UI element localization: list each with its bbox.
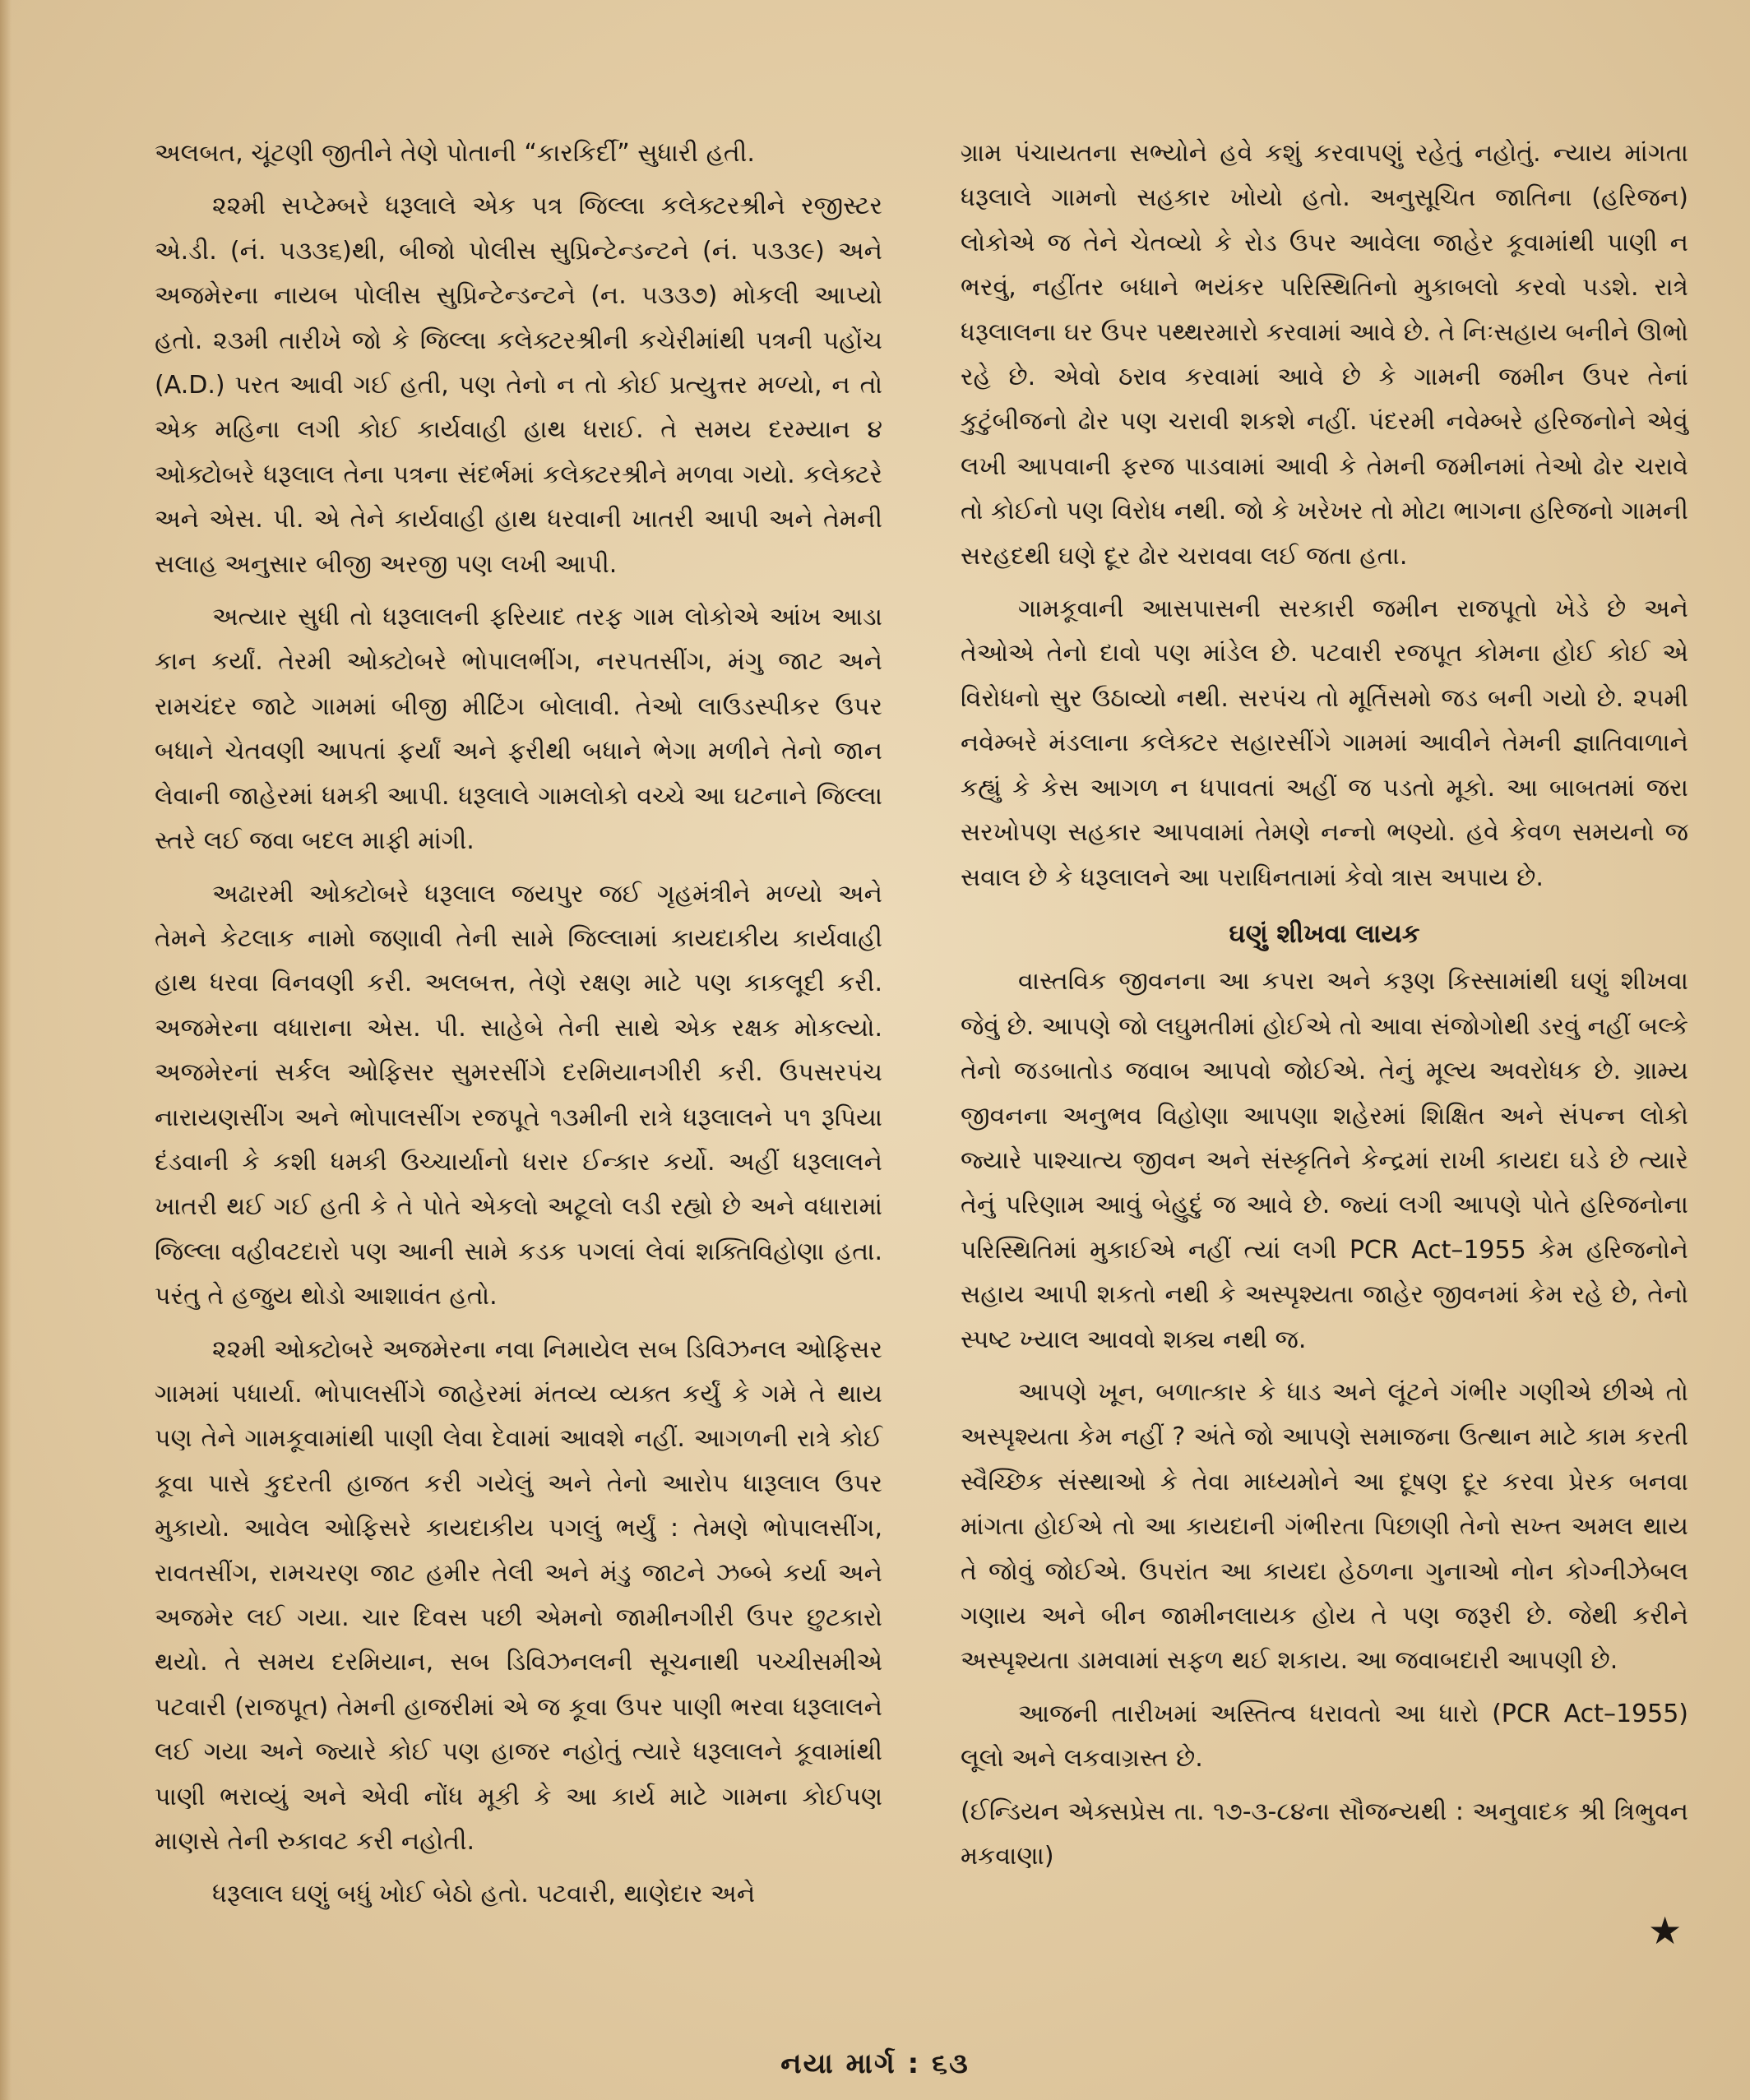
page-footer: નયા માર્ગ : ૬૩ — [780, 2047, 970, 2080]
paragraph: ગ્રામ પંચાયતના સભ્યોને હવે કશું કરવાપણું રહેતું નહોતું. ન્યાય માંગતા ધરૂલાલે ગામનો સહકાર ખોયો હતો. અનુસૂચિત જાતિના (હરિજન) લોકોએ જ તેને ચેતવ્યો કે રોડ ઉપર આવેલા જાહેર કૂવામાંથી પાણી ન ભરવું, નહીંતર બધાને ભયંકર પરિસ્થિતિનો મુકાબલો કરવો પડશે. રાત્રે ધરૂલાલના ઘર ઉપર પથ્થરમારો કરવામાં આવે છે. તે નિઃસહાય બનીને ઊભો રહે છે. એવો ઠરાવ કરવામાં આવે છે કે ગામની જમીન ઉપર તેનાં કુટુંબીજનો ઢોર પણ ચરાવી શકશે નહીં. પંદરમી નવેમ્બરે હરિજનોને એવું લખી આપવાની ફરજ પાડવામાં આવી કે તેમની જમીનમાં તેઓ ઢોર ચરાવે તો કોઈનો પણ વિરોધ નથી. જો કે ખરેખર તો મોટા ભાગના હરિજનો ગામની સરહદથી ઘણે દૂર ઢોર ચરાવવા લઈ જતા હતા. — [961, 139, 1688, 571]
end-mark: ★ — [1648, 1908, 1683, 1953]
left-column — [155, 132, 882, 1926]
paragraph: આપણે ખૂન, બળાત્કાર કે ધાડ અને લૂંટને ગંભીર ગણીએ છીએ તો અસ્પૃશ્યતા કેમ નહીં ? અંતે જો આપણે સમાજના ઉત્થાન માટે કામ કરતી સ્વૈચ્છિક સંસ્થાઓ કે તેવા માધ્યમોને આ દૂષણ દૂર કરવા પ્રેરક બનવા માંગતા હોઈએ તો આ કાયદાની ગંભીરતા પિછાણી તેનો સખ્ત અમલ થાય તે જોવું જોઈએ. ઉપરાંત આ કાયદા હેઠળના ગુનાઓ નોન કોગ્નીઝેબલ ગણાય અને બીન જામીનલાયક હોય તે પણ જરૂરી છે. જેથી કરીને અસ્પૃશ્યતા ડામવામાં સફળ થઈ શકાય. આ જવાબદારી આપણી છે. — [961, 1377, 1688, 1676]
paragraph: ધરૂલાલ ઘણું બધું ખોઈ બેઠો હતો. પટવારી, થાણેદાર અને — [212, 1880, 756, 1909]
right-column — [961, 132, 1688, 1879]
paragraph: અત્યાર સુધી તો ધરૂલાલની ફરિયાદ તરફ ગામ લોકોએ આંખ આડા કાન કર્યાં. તેરમી ઓક્ટોબરે ભોપાલભીંગ, નરપતસીંગ, મંગુ જાટ અને રામચંદર જાટે ગામમાં બીજી મીટિંગ બોલાવી. તેઓ લાઉડસ્પીકર ઉપર બધાને ચેતવણી આપતાં ફર્યાં અને ફરીથી બધાને ભેગા મળીને તેનો જાન લેવાની જાહેરમાં ધમકી આપી. ધરૂલાલે ગામલોકો વચ્ચે આ ઘટનાને જિલ્લા સ્તરે લઈ જવા બદલ માફી માંગી. — [155, 603, 882, 856]
section-heading: ઘણું શીખવા લાયક — [1229, 918, 1420, 949]
paragraph: આજની તારીખમાં અસ્તિત્વ ધરાવતો આ ધારો (PCR Act–1955) લૂલો અને લકવાગ્રસ્ત છે. — [961, 1699, 1688, 1774]
page-edge-shadow — [0, 0, 12, 2100]
paragraph: અલબત, ચૂંટણી જીતીને તેણે પોતાની “કારકિર્દી” સુધારી હતી. — [155, 139, 755, 168]
source-credit: (ઈન્ડિયન એક્સપ્રેસ તા. ૧૭-૩-૮૪ના સૌજન્યથી : અનુવાદક શ્રી ત્રિભુવન મકવાણા) — [961, 1797, 1688, 1871]
paragraph: ગામકૂવાની આસપાસની સરકારી જમીન રાજપૂતો ખેડે છે અને તેઓએ તેનો દાવો પણ માંડેલ છે. પટવારી રજપૂત કોમના હોઈ કોઈ એ વિરોધનો સુર ઉઠાવ્યો નથી. સરપંચ તો મૂર્તિસમો જડ બની ગયો છે. ૨૫મી નવેમ્બરે મંડલાના કલેક્ટર સહારસીંગે ગામમાં આવીને તેમની જ્ઞાતિવાળાને કહ્યું કે કેસ આગળ ન ધપાવતાં અહીં જ પડતો મૂકો. આ બાબતમાં જરા સરખોપણ સહકાર આપવામાં તેમણે નન્નો ભણ્યો. હવે કેવળ સમયનો જ સવાલ છે કે ધરૂલાલને આ પરાધિનતામાં કેવો ત્રાસ અપાય છે. — [961, 594, 1688, 892]
paragraph: ૨૨મી સપ્ટેમ્બરે ધરૂલાલે એક પત્ર જિલ્લા કલેક્ટરશ્રીને રજીસ્ટર એ.ડી. (નં. ૫૩૩૬)થી, બીજો પોલીસ સુપ્રિન્ટેન્ડન્ટને (નં. ૫૩૩૯) અને અજમેરના નાયબ પોલીસ સુપ્રિન્ટેન્ડન્ટને (ન. ૫૩૩૭) મોકલી આપ્યો હતો. ૨૩મી તારીખે જો કે જિલ્લા કલેક્ટરશ્રીની કચેરીમાંથી પત્રની પહોંચ (A.D.) પરત આવી ગઈ હતી, પણ તેનો ન તો કોઈ પ્રત્યુત્તર મળ્યો, ન તો એક મહિના લગી કોઈ કાર્યવાહી હાથ ધરાઈ. તે સમય દરમ્યાન ૪ ઓક્ટોબરે ધરૂલાલ તેના પત્રના સંદર્ભમાં કલેક્ટરશ્રીને મળવા ગયો. કલેક્ટરે અને એસ. પી. એ તેને કાર્યવાહી હાથ ધરવાની ખાતરી આપી અને તેમની સલાહ અનુસાર બીજી અરજી પણ લખી આપી. — [155, 192, 882, 579]
paragraph: અઢારમી ઓક્ટોબરે ધરૂલાલ જયપુર જઈ ગૃહમંત્રીને મળ્યો અને તેમને કેટલાક નામો જણાવી તેની સામે જિલ્લામાં કાયદાકીય કાર્યવાહી હાથ ધરવા વિનવણી કરી. અલબત્ત, તેણે રક્ષણ માટે પણ કાકલૂદી કરી. અજમેરના વધારાના એસ. પી. સાહેબે તેની સાથે એક રક્ષક મોકલ્યો. અજમેરનાં સર્કલ ઓફિસર સુમરસીંગે દરમિયાનગીરી કરી. ઉપસરપંચ નારાયણસીંગ અને ભોપાલસીંગ રજપૂતે ૧૩મીની રાત્રે ધરૂલાલને ૫૧ રૂપિયા દંડવાની કે કશી ધમકી ઉચ્ચાર્યાનો ધરાર ઈન્કાર કર્યો. અહીં ધરૂલાલને ખાતરી થઈ ગઈ હતી કે તે પોતે એકલો અટૂલો લડી રહ્યો છે અને વધારામાં જિલ્લા વહીવટદારો પણ આની સામે કડક પગલાં લેવાં શક્તિવિહોણા હતા. પરંતુ તે હજુય થોડો આશાવંત હતો. — [155, 879, 882, 1311]
paragraph: ૨૨મી ઓક્ટોબરે અજમેરના નવા નિમાયેલ સબ ડિવિઝનલ ઓફિસર ગામમાં પધાર્યા. ભોપાલસીંગે જાહેરમાં મંતવ્ય વ્યક્ત કર્યું કે ગમે તે થાય પણ તેને ગામકૂવામાંથી પાણી લેવા દેવામાં આવશે નહીં. આગળની રાત્રે કોઈ કૂવા પાસે કુદરતી હાજત કરી ગયેલું અને તેનો આરોપ ધારૂલાલ ઉપર મુકાયો. આવેલ ઓફિસરે કાયદાકીય પગલું ભર્યું : તેમણે ભોપાલસીંગ, રાવતસીંગ, રામચરણ જાટ હમીર તેલી અને મંડુ જાટને ઝબ્બે કર્યા અને અજમેર લઈ ગયા. ચાર દિવસ પછી એમનો જામીનગીરી ઉપર છુટકારો થયો. તે સમય દરમિયાન, સબ ડિવિઝનલની સૂચનાથી પચ્ચીસમીએ પટવારી (રાજપૂત) તેમની હાજરીમાં એ જ કૂવા ઉપર પાણી ભરવા ધરૂલાલને લઈ ગયા અને જ્યારે કોઈ પણ હાજર નહોતું ત્યારે ધરૂલાલને કૂવામાંથી પાણી ભરાવ્યું અને એવી નોંધ મૂકી કે આ કાર્ય માટે ગામના કોઈપણ માણસે તેની રુકાવટ કરી નહોતી. — [155, 1334, 882, 1857]
paragraph: વાસ્તવિક જીવનના આ કપરા અને કરૂણ કિસ્સામાંથી ઘણું શીખવા જેવું છે. આપણે જો લઘુમતીમાં હોઈએ તો આવા સંજોગોથી ડરવું નહીં બલ્કે તેનો જડબાતોડ જવાબ આપવો જોઈએ. તેનું મૂલ્ય અવરોધક છે. ગ્રામ્ય જીવનના અનુભવ વિહોણા આપણા શહેરમાં શિક્ષિત અને સંપન્ન લોકો જ્યારે પાશ્ચાત્ય જીવન અને સંસ્કૃતિને કેન્દ્રમાં રાખી કાયદા ઘડે છે ત્યારે તેનું પરિણામ આવું બેહુદું જ આવે છે. જ્યાં લગી આપણે પોતે હરિજનોના પરિસ્થિતિમાં મુકાઈએ નહીં ત્યાં લગી PCR Act–1955 કેમ હરિજનોને સહાય આપી શકતો નથી કે અસ્પૃશ્યતા જાહેર જીવનમાં કેમ રહે છે, તેનો સ્પષ્ટ ખ્યાલ આવવો શક્ય નથી જ. — [961, 967, 1689, 1354]
